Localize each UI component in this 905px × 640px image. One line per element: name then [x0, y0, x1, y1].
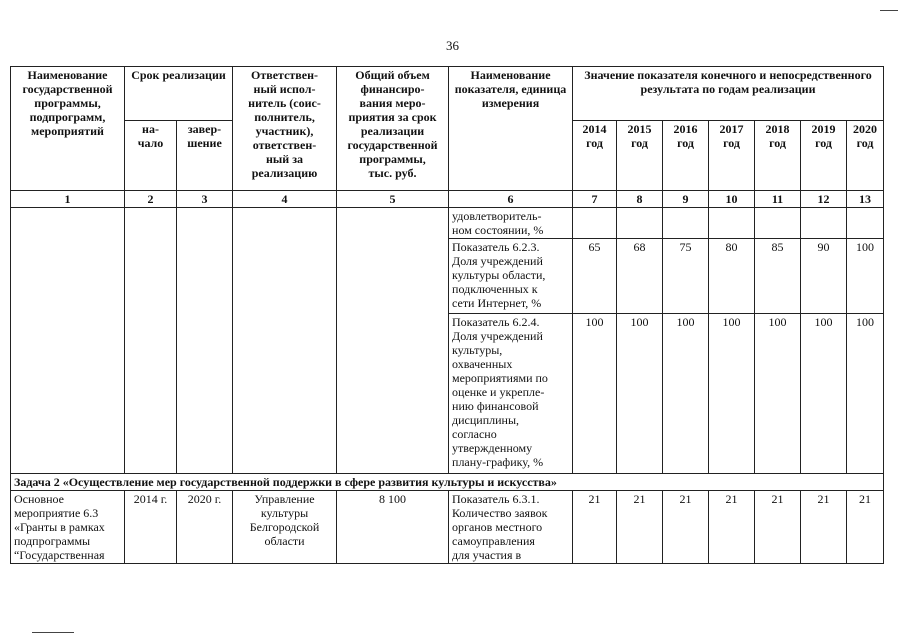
header-year-2019: 2019 год [801, 121, 847, 191]
value-cell: 80 [709, 239, 755, 314]
header-year-2016: 2016 год [663, 121, 709, 191]
column-number: 10 [709, 191, 755, 208]
value-cell: 21 [755, 491, 801, 564]
funding-cell: 8 100 [337, 491, 449, 564]
value-cell: 100 [709, 314, 755, 474]
indicator-cell: Показатель 6.3.1. Количество заявок органов местного самоуправления для участия в [449, 491, 573, 564]
column-number: 3 [177, 191, 233, 208]
table-row [11, 491, 884, 564]
value-cell: 21 [573, 491, 617, 564]
value-cell: 21 [801, 491, 847, 564]
value-cell: 68 [617, 239, 663, 314]
empty-cell [177, 208, 233, 474]
header-year-2018: 2018 год [755, 121, 801, 191]
value-cell: 21 [617, 491, 663, 564]
value-cell [617, 208, 663, 239]
column-number: 12 [801, 191, 847, 208]
column-number: 1 [11, 191, 125, 208]
empty-cell [11, 208, 125, 474]
header-start: на- чало [125, 121, 177, 191]
header-program-name: Наименование государственной программы, подпрограмм, мероприятий [11, 67, 125, 191]
value-cell [663, 208, 709, 239]
value-cell: 100 [755, 314, 801, 474]
header-year-2015: 2015 год [617, 121, 663, 191]
value-cell: 100 [847, 239, 884, 314]
header-period: Срок реализации [125, 67, 233, 121]
value-cell: 100 [573, 314, 617, 474]
responsible-cell: Управление культуры Белгородской области [233, 491, 337, 564]
header-funding: Общий объем финансиро- вания меро- приятия за срок реализации государственной программы, тыс. руб. [337, 67, 449, 191]
task-heading: Задача 2 «Осуществление мер государственной поддержки в сфере развития культуры и искусства» [11, 474, 884, 491]
indicator-cell: Показатель 6.2.4. Доля учреждений культуры, охваченных мероприятиями по оценке и укрепле- нию финансовой дисциплины, согласно утвержденному плану-графику, % [449, 314, 573, 474]
table-row [11, 208, 884, 239]
column-numbers-row [11, 191, 884, 208]
start-cell: 2014 г. [125, 491, 177, 564]
value-cell [801, 208, 847, 239]
indicator-cell: Показатель 6.2.3. Доля учреждений культуры области, подключенных к сети Интернет, % [449, 239, 573, 314]
header-values: Значение показателя конечного и непосредственного результата по годам реализации [573, 67, 884, 121]
value-cell [755, 208, 801, 239]
column-number: 9 [663, 191, 709, 208]
task-row [11, 474, 884, 491]
value-cell: 90 [801, 239, 847, 314]
column-number: 7 [573, 191, 617, 208]
scan-mark-top-right [880, 10, 898, 11]
measure-name-cell: Основное мероприятие 6.3 «Гранты в рамках подпрограммы “Государственная [11, 491, 125, 564]
header-year-2017: 2017 год [709, 121, 755, 191]
header-year-2014: 2014 год [573, 121, 617, 191]
empty-cell [125, 208, 177, 474]
value-cell [847, 208, 884, 239]
page-number: 36 [446, 38, 459, 53]
value-cell: 100 [801, 314, 847, 474]
value-cell: 100 [663, 314, 709, 474]
empty-cell [337, 208, 449, 474]
header-year-2020: 2020 год [847, 121, 884, 191]
column-number: 8 [617, 191, 663, 208]
header-indicator: Наименование показателя, единица измерения [449, 67, 573, 191]
end-cell: 2020 г. [177, 491, 233, 564]
indicator-cell: удовлетворитель- ном состоянии, % [449, 208, 573, 239]
column-number: 11 [755, 191, 801, 208]
value-cell: 21 [663, 491, 709, 564]
value-cell: 100 [617, 314, 663, 474]
scan-mark-bottom-left [32, 632, 74, 633]
value-cell: 21 [709, 491, 755, 564]
program-table [10, 66, 884, 564]
header-responsible: Ответствен- ный испол- нитель (соис- полнитель, участник), ответствен- ный за реализацию [233, 67, 337, 191]
column-number: 13 [847, 191, 884, 208]
column-number: 6 [449, 191, 573, 208]
column-number: 2 [125, 191, 177, 208]
value-cell: 75 [663, 239, 709, 314]
value-cell: 85 [755, 239, 801, 314]
value-cell [573, 208, 617, 239]
value-cell: 100 [847, 314, 884, 474]
column-number: 4 [233, 191, 337, 208]
value-cell [709, 208, 755, 239]
empty-cell [233, 208, 337, 474]
value-cell: 21 [847, 491, 884, 564]
value-cell: 65 [573, 239, 617, 314]
header-end: завер- шение [177, 121, 233, 191]
column-number: 5 [337, 191, 449, 208]
